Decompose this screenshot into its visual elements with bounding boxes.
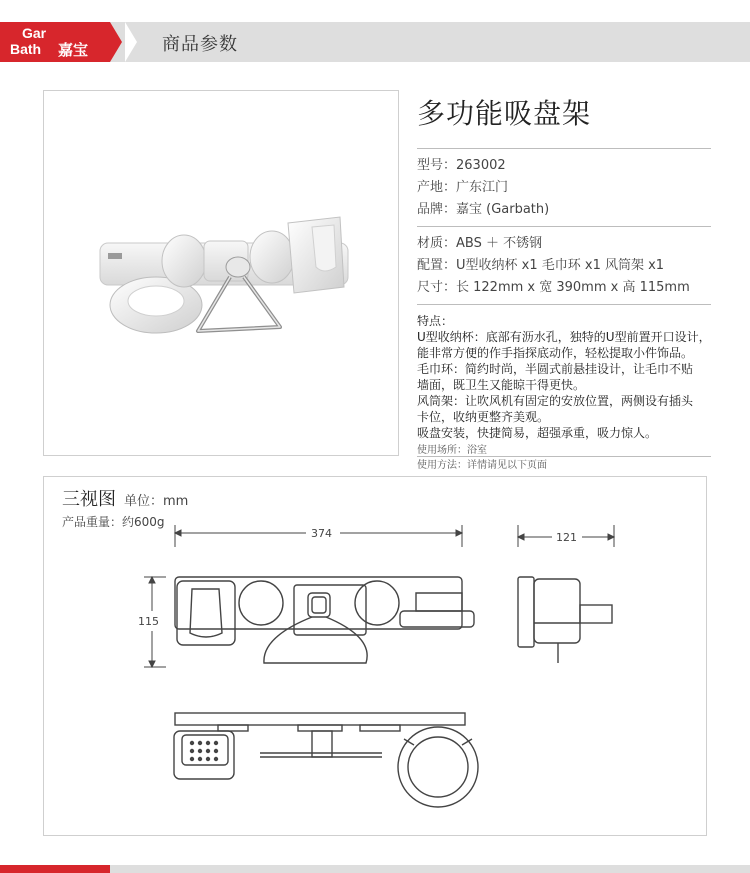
feature-line: U型收纳杯：底部有沥水孔，独特的U型前置开口设计， [417, 330, 711, 344]
spec-size: 尺寸：长 122mm x 宽 390mm x 高 115mm [417, 280, 690, 295]
feature-line: 墙面，既卫生又能晾干得更快。 [417, 378, 586, 392]
spec-brand: 品牌：嘉宝 (Garbath) [417, 202, 550, 217]
usage-place: 使用场所：浴室 [417, 445, 487, 456]
logo-bath: Bath [10, 41, 42, 57]
footer-accent [0, 865, 110, 873]
product-info [417, 90, 711, 473]
technical-drawings [44, 477, 708, 837]
dim-depth-label: 121 [556, 531, 577, 544]
divider [417, 456, 711, 457]
views-unit: 单位：mm [124, 494, 189, 509]
header-banner [0, 22, 750, 62]
feature-line: 能非常方便的作手指探底动作，轻松提取小件饰品。 [417, 346, 694, 360]
features-block [417, 305, 711, 473]
side-view-drawing-icon [518, 577, 612, 663]
logo-chinese: 嘉宝 [58, 41, 89, 59]
suction-rack-photo-icon [44, 91, 400, 457]
basic-specs [417, 149, 711, 226]
feature-line: 毛巾环：简约时尚，半圆式前悬挂设计，让毛巾不贴 [417, 362, 694, 376]
product-photo-frame [43, 90, 399, 456]
footer-strip [0, 865, 750, 873]
views-title: 三视图 [62, 489, 116, 510]
product-title: 多功能吸盘架 [417, 97, 592, 130]
dim-length-label: 374 [311, 527, 332, 540]
logo-arrow-icon [110, 22, 122, 62]
logo-arrow-gap-icon [125, 22, 137, 62]
brand-logo [0, 22, 110, 62]
product-weight: 产品重量：约600g [62, 515, 165, 529]
features-heading: 特点： [417, 314, 454, 328]
detail-specs [417, 227, 711, 304]
logo-wordmark [10, 25, 46, 57]
front-view-drawing-icon [175, 577, 474, 663]
dim-height-label: 115 [138, 615, 159, 628]
logo-gar: Gar [22, 25, 47, 41]
spec-model: 型号：263002 [417, 158, 506, 173]
top-view-drawing-icon [174, 713, 478, 807]
spec-config: 配置：U型收纳杯 x1 毛巾环 x1 风筒架 x1 [417, 258, 665, 273]
spec-material: 材质：ABS ＋ 不锈钢 [417, 236, 543, 251]
feature-line: 卡位，收纳更整齐美观。 [417, 410, 550, 424]
three-view-frame [43, 476, 707, 836]
feature-line: 吸盘安装，快捷简易，超强承重，吸力惊人。 [417, 426, 658, 440]
spec-origin: 产地：广东江门 [417, 180, 509, 195]
feature-line: 风筒架：让吹风机有固定的安放位置，两侧设有插头 [417, 394, 694, 408]
section-title: 商品参数 [162, 34, 238, 55]
usage-method: 使用方法：详情请见以下页面 [417, 460, 547, 471]
